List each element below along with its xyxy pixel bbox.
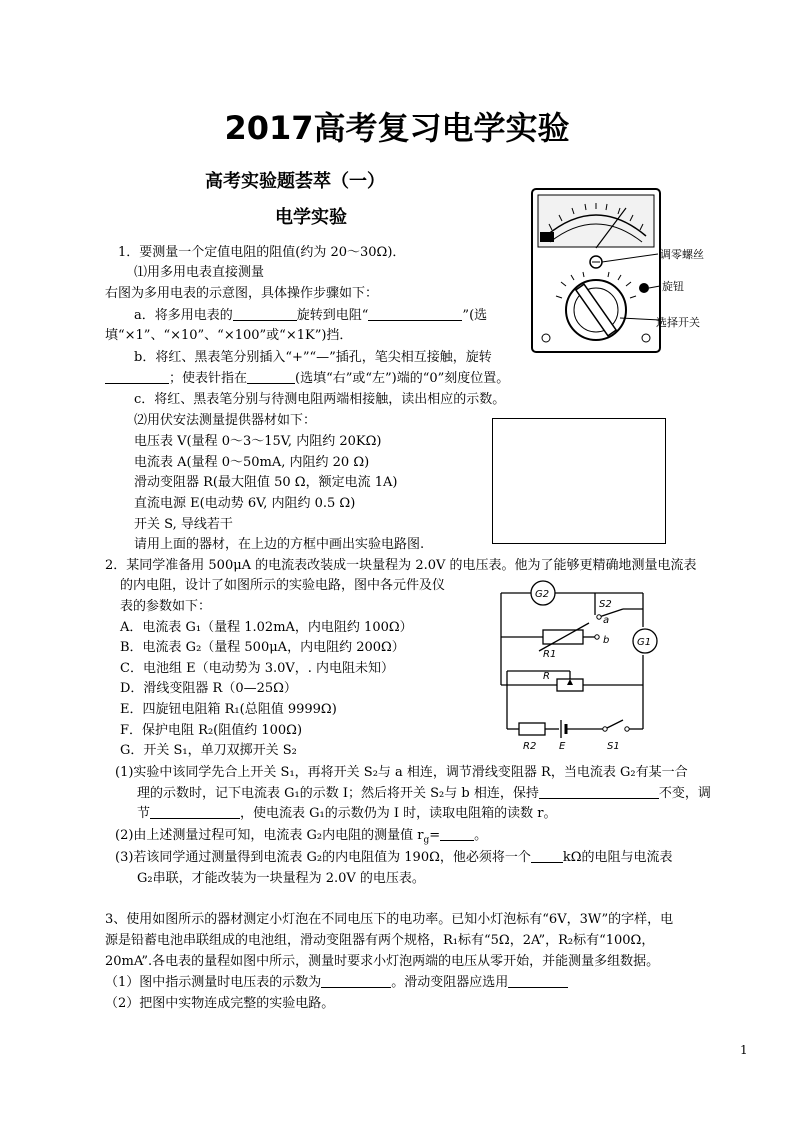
q1-step-b-cont	[105, 369, 509, 389]
q1-step-c: c．将红、黑表笔分别与待测电阻两端相接触，读出相应的示数。	[134, 392, 506, 407]
q2-p1-text2: 不变，调	[658, 786, 711, 801]
q2-p1-text4: ，使电流表 G₁的示数仍为 I 时，读取电阻箱的读数 r。	[240, 806, 557, 821]
q2-part1-line2	[137, 784, 711, 804]
selector-label: 选择开关	[656, 316, 700, 329]
g2-label: G2	[535, 589, 550, 600]
q2-p2-end: 。	[474, 828, 488, 843]
q3-part1	[105, 973, 568, 993]
r-label: R	[543, 671, 550, 682]
answer-blank[interactable]	[150, 804, 240, 819]
answer-blank[interactable]	[321, 973, 391, 988]
q1-a-text1: a．将多用电表的	[134, 308, 233, 323]
r2-label: R2	[523, 741, 537, 752]
q1-step-a	[134, 306, 487, 326]
q3-stem-line2: 源是铅蓄电池串联组成的电池组，滑动变阻器有两个规格，R₁标有“5Ω，2A”，R₂标有“100Ω，	[105, 933, 655, 948]
q2-part1: (1)实验中该同学先合上开关 S₁，再将开关 S₂与 a 相连，调节滑线变阻器 R，当电流表 G₂有某一合	[115, 765, 688, 780]
q1-step-b: b．将红、黑表笔分别插入“+”“—”插孔，笔尖相互接触，旋转	[134, 350, 492, 365]
q1-intro: 右图为多用电表的示意图，具体操作步骤如下：	[105, 286, 379, 301]
answer-blank[interactable]	[539, 784, 659, 799]
multimeter-figure	[528, 186, 728, 358]
q1-a-text2: 旋转到电阻“	[296, 308, 369, 323]
g1-label: G1	[637, 637, 652, 648]
q1-b-text2: ；使表针指在	[169, 371, 248, 386]
q2-stem: 2．某同学准备用 500μA 的电流表改装成一块量程为 2.0V 的电压表。他为了能够更精确地测量电流表	[105, 558, 697, 573]
q2-item-c: C．电池组 E（电动势为 3.0V，. 内电阻未知）	[120, 661, 395, 676]
q2-part3-line2: G₂串联，才能改装为一块量程为 2.0V 的电压表。	[137, 871, 425, 886]
q3-stem: 3、使用如图所示的器材测定小灯泡在不同电压下的电功率。已知小灯泡标有“6V，3W”的字样，电	[105, 912, 674, 927]
q1-equip-voltmeter: 电压表 V(量程 0～3～15V, 内阻约 20KΩ)	[134, 434, 382, 449]
answer-blank[interactable]	[440, 826, 474, 841]
q3-stem-line3: 20mA”.各电表的量程如图中所示，测量时要求小灯泡两端的电压从零开始，并能测量多组数据。	[105, 954, 660, 969]
a-label: a	[603, 615, 610, 626]
q3-part2: （2）把图中实物连成完整的实验电路。	[105, 996, 335, 1011]
e-label: E	[559, 741, 566, 752]
zero-screw-label: 调零螺丝	[660, 248, 704, 261]
q2-p3-text: (3)若该同学通过测量得到电流表 G₂的内电阻值为 190Ω，他必须将一个	[115, 850, 531, 865]
q2-p1-text3: 节	[137, 806, 151, 821]
q1-stem: 1．要测量一个定值电阻的阻值(约为 20～30Ω)．	[118, 245, 406, 260]
q3-p1-text2: 。滑动变阻器应选用	[391, 975, 509, 990]
q2-part1-line3	[137, 804, 557, 824]
q2-p2-sub: g	[423, 835, 430, 846]
circuit-diagram	[495, 575, 675, 760]
q2-item-e: E．四旋钮电阻箱 R₁(总阻值 9999Ω)	[120, 702, 337, 717]
q2-item-f: F．保护电阻 R₂(阻值约 100Ω)	[120, 723, 303, 738]
b-label: b	[603, 635, 610, 646]
r1-label: R1	[543, 649, 557, 660]
q2-part3	[115, 848, 673, 868]
q2-stem-line3: 表的参数如下：	[120, 599, 212, 614]
q1-b-text3: (选填“右”或“左”)端的“0”刻度位置。	[295, 371, 510, 386]
q2-p2-eq: =	[429, 828, 441, 843]
q2-p3-text2: kΩ的电阻与电流表	[562, 850, 673, 865]
knob-label: 旋钮	[662, 280, 684, 293]
q2-p1-text: 理的示数时，记下电流表 G₁的示数 I；然后将开关 S₂与 b 相连，保持	[137, 786, 539, 801]
q2-item-g: G．开关 S₁，单刀双掷开关 S₂	[120, 743, 297, 758]
answer-blank[interactable]	[233, 306, 297, 321]
drawing-box[interactable]	[492, 418, 666, 544]
section-heading: 电学实验	[275, 207, 347, 228]
q1-part1: ⑴用多用电表直接测量	[134, 265, 265, 280]
q1-equip-rheostat: 滑动变阻器 R(最大阻值 50 Ω，额定电流 1A)	[134, 475, 398, 490]
answer-blank[interactable]	[368, 306, 462, 321]
q1-part2: ⑵用伏安法测量提供器材如下：	[134, 413, 317, 428]
answer-blank[interactable]	[105, 369, 169, 384]
q2-p2-text: (2)由上述测量过程可知，电流表 G₂内电阻的测量值 r	[115, 828, 424, 843]
q2-item-d: D．滑线变阻器 R（0—25Ω）	[120, 681, 297, 696]
q2-item-b: B．电流表 G₂（量程 500μA，内电阻约 200Ω）	[120, 640, 405, 655]
q1-equip-ammeter: 电流表 A(量程 0～50mA, 内阻约 20 Ω)	[134, 455, 370, 470]
q1-step-a-cont: 填“×1”、“×10”、“×100”或“×1K”)挡．	[105, 328, 353, 343]
answer-blank[interactable]	[247, 369, 295, 384]
q1-instruction: 请用上面的器材，在上边的方框中画出实验电路图.	[134, 537, 425, 552]
q2-item-a: A．电流表 G₁（量程 1.02mA，内电阻约 100Ω）	[120, 620, 413, 635]
s1-label: S1	[607, 741, 620, 752]
page-title: 2017高考复习电学实验	[224, 109, 570, 147]
q2-part2	[115, 826, 487, 851]
q2-stem-line2: 的内电阻，设计了如图所示的实验电路，图中各元件及仪	[120, 578, 446, 593]
q1-equip-switch: 开关 S, 导线若干	[134, 517, 233, 532]
answer-blank[interactable]	[531, 848, 563, 863]
s2-label: S2	[599, 599, 612, 610]
answer-blank[interactable]	[508, 973, 568, 988]
q3-p1-text: （1）图中指示测量时电压表的示数为	[105, 975, 322, 990]
q1-a-text3: ”(选	[462, 308, 488, 323]
subtitle: 高考实验题荟萃（一）	[205, 171, 385, 192]
page-number: 1	[740, 1043, 748, 1057]
q1-equip-source: 直流电源 E(电动势 6V, 内阻约 0.5 Ω)	[134, 496, 356, 511]
